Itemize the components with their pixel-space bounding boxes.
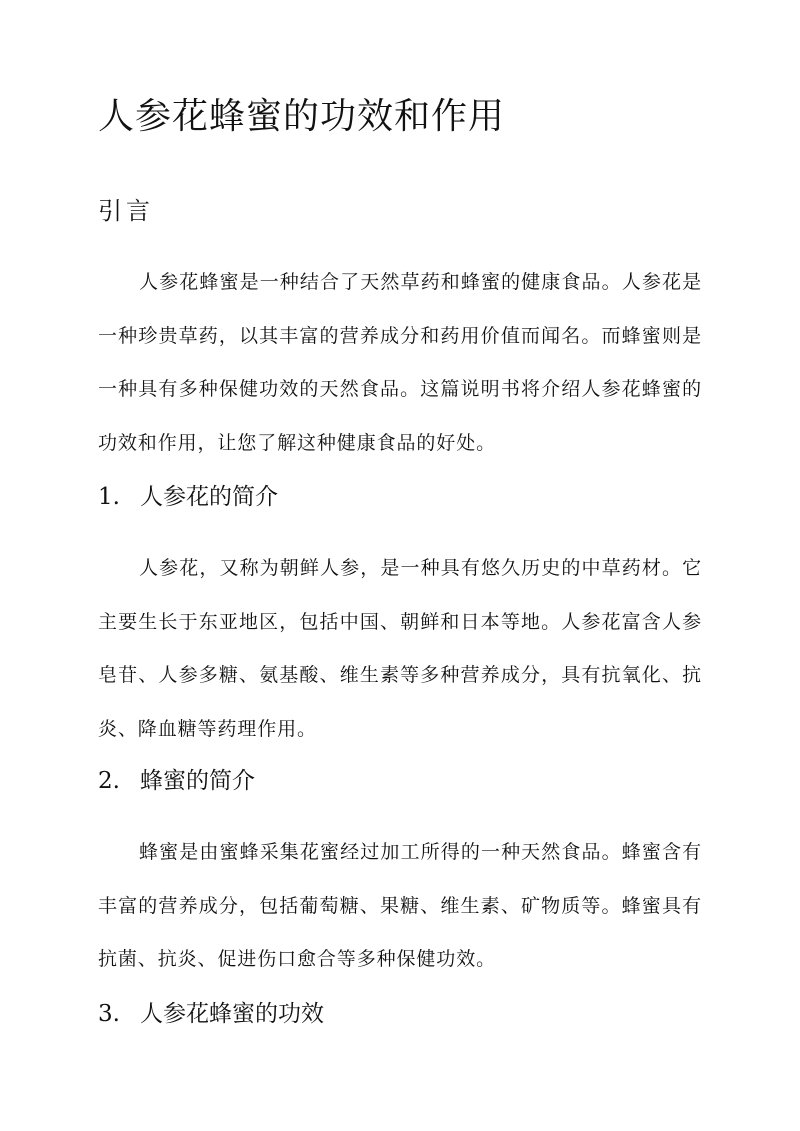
section-heading-2: [98, 764, 255, 798]
section-title-3: 人参花蜂蜜的功效: [140, 1001, 324, 1027]
section-paragraph-2: 蜂蜜是由蜜蜂采集花蜜经过加工所得的一种天然食品。蜂蜜含有丰富的营养成分，包括葡萄糖、果糖、维生素、矿物质等。蜂蜜具有抗菌、抗炎、促进伤口愈合等多种保健功效。: [98, 841, 702, 970]
section-title-2: 蜂蜜的简介: [140, 768, 255, 794]
section-number-2: 2.: [98, 768, 120, 794]
document-title: 人参花蜂蜜的功效和作用: [98, 96, 506, 137]
section-number-1: 1.: [98, 484, 120, 510]
section-heading-3: [98, 997, 324, 1031]
section-title-1: 人参花的简介: [140, 484, 278, 510]
section-heading-1: [98, 480, 278, 514]
intro-paragraph: 人参花蜂蜜是一种结合了天然草药和蜂蜜的健康食品。人参花是一种珍贵草药，以其丰富的营养成分和药用价值而闻名。而蜂蜜则是一种具有多种保健功效的天然食品。这篇说明书将介绍人参花蜂蜜的功效和作用，让您了解这种健康食品的好处。: [98, 271, 702, 454]
intro-heading: 引言: [98, 197, 154, 225]
section-number-3: 3.: [98, 1001, 120, 1027]
section-paragraph-1: 人参花，又称为朝鲜人参，是一种具有悠久历史的中草药材。它主要生长于东亚地区，包括中国、朝鲜和日本等地。人参花富含人参皂苷、人参多糖、氨基酸、维生素等多种营养成分，具有抗氧化、抗炎、降血糖等药理作用。: [98, 557, 702, 740]
